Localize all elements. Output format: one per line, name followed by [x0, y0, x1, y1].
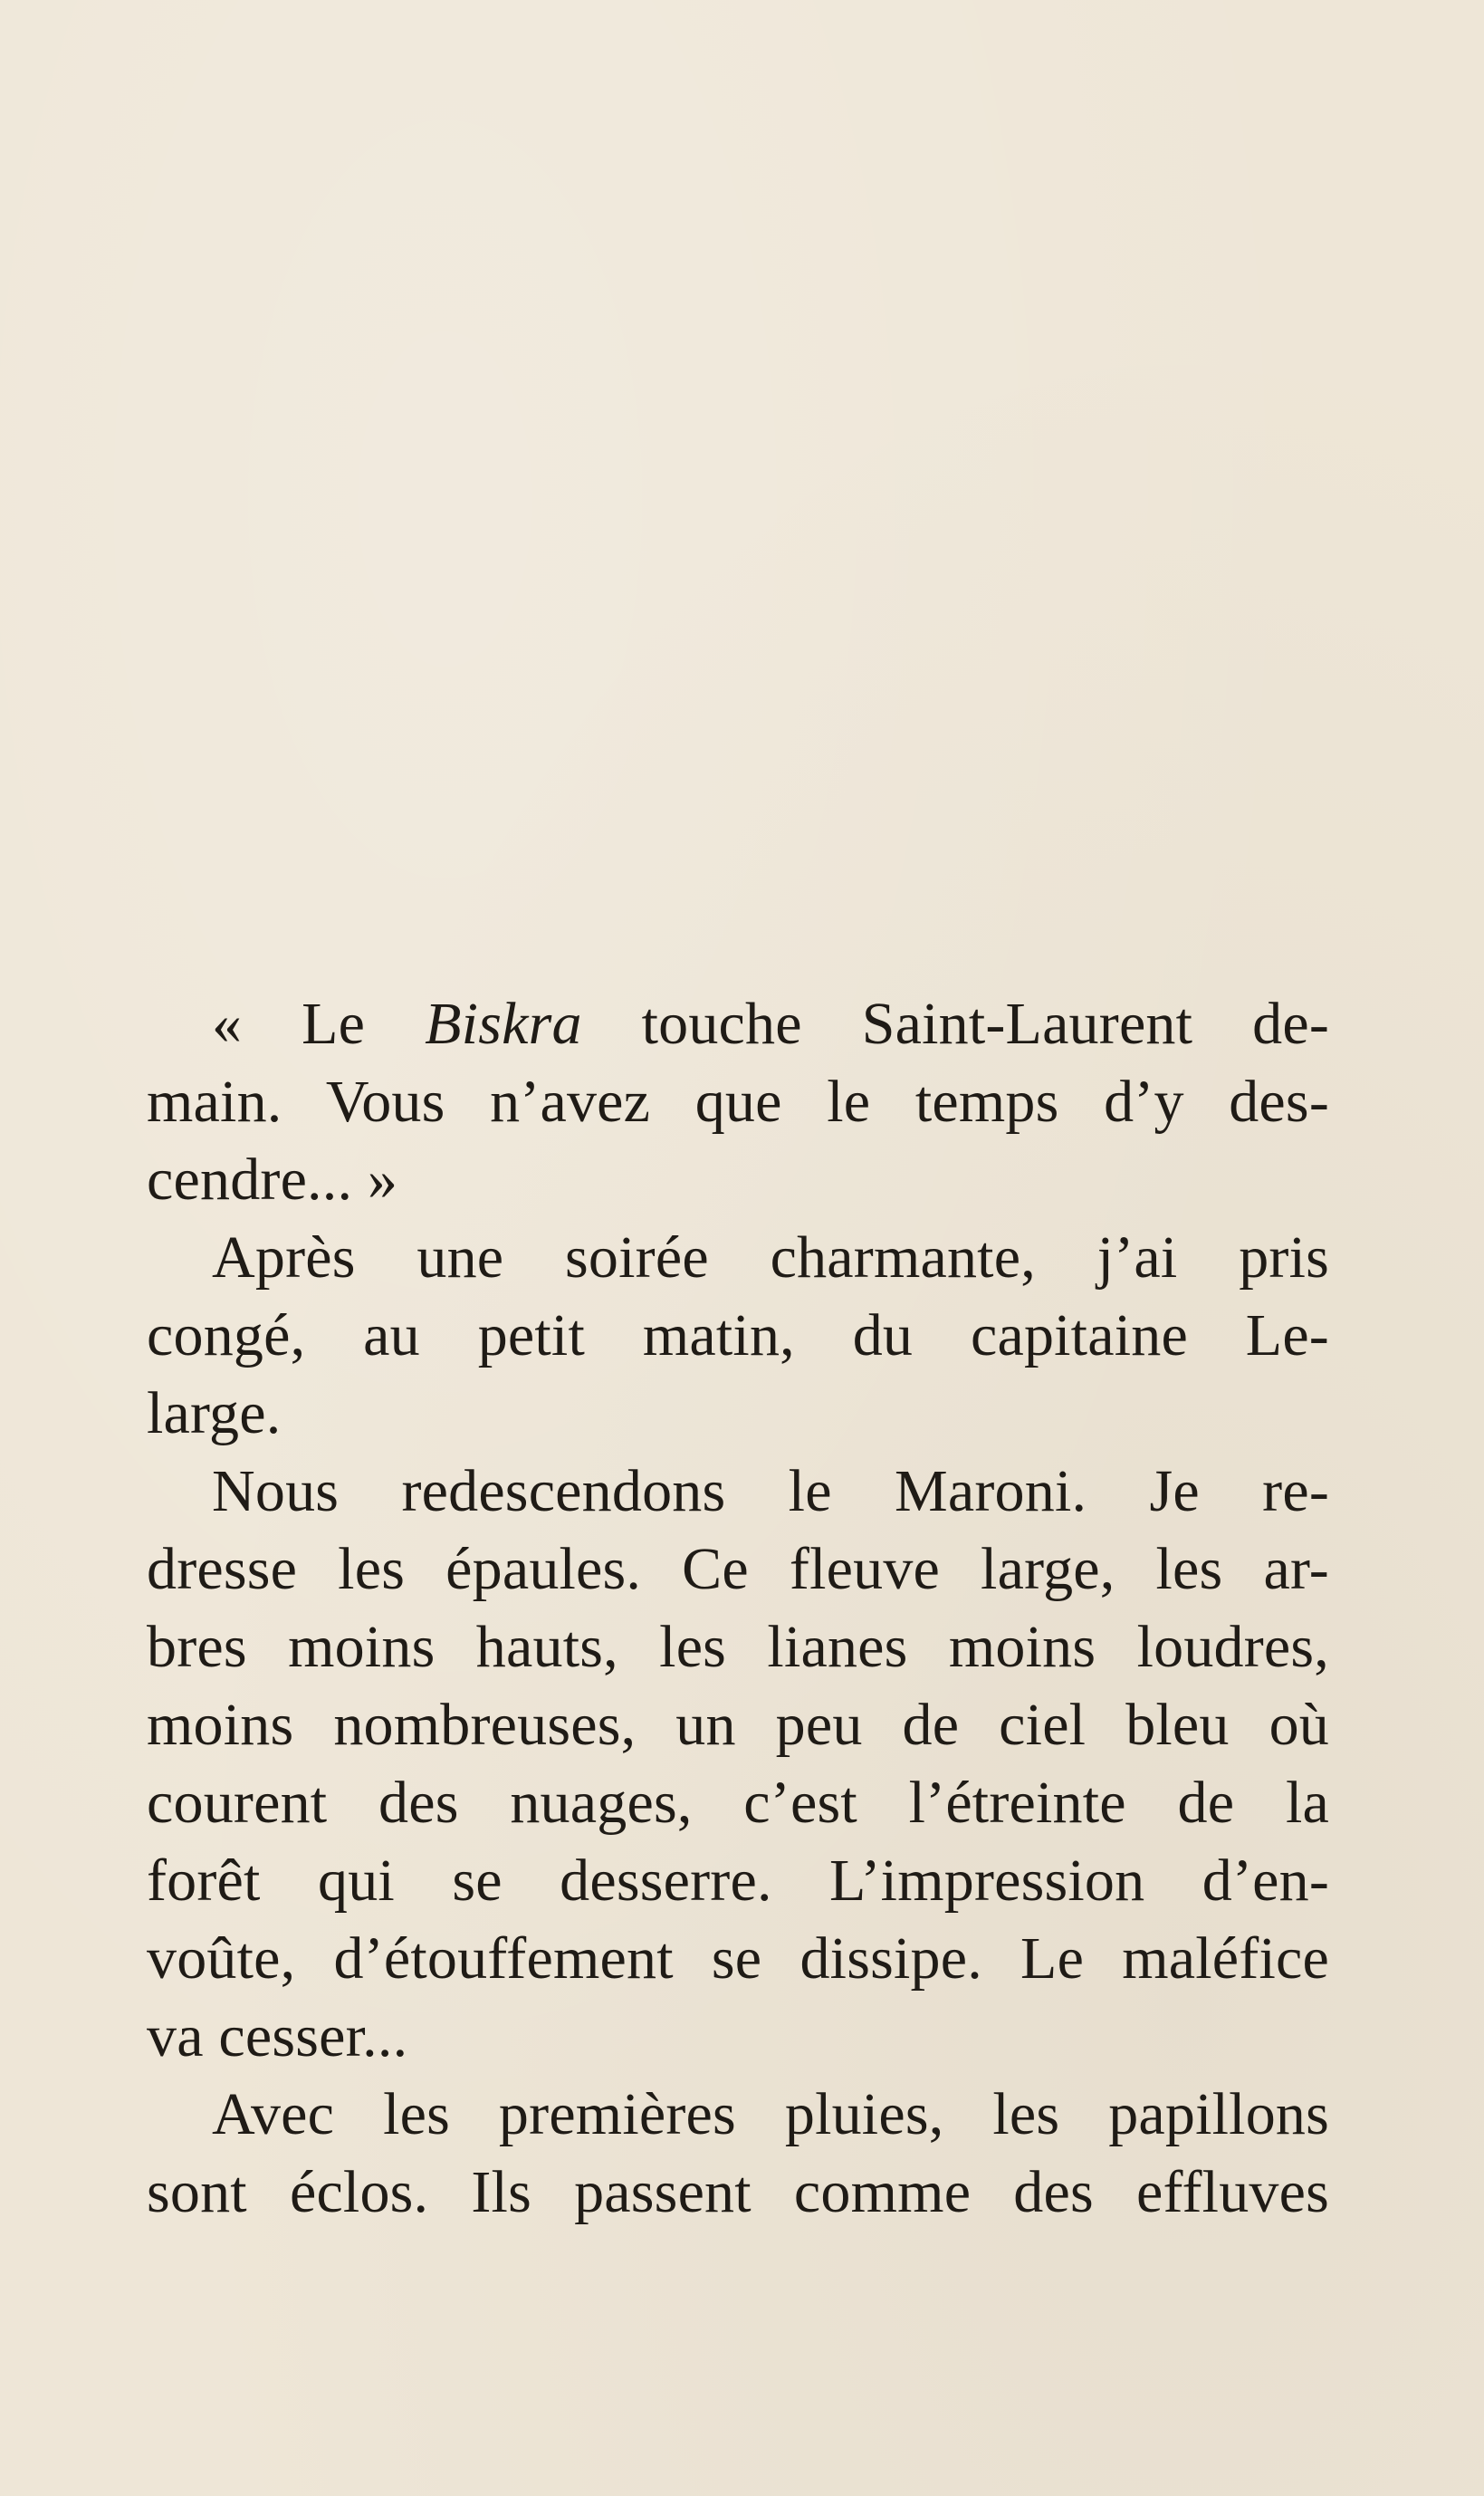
- text-line: main. Vous n’avez que le temps d’y des-: [147, 1069, 1329, 1135]
- text-line: large.: [147, 1380, 282, 1446]
- text-line: bres moins hauts, les lianes moins loudres,: [147, 1614, 1329, 1680]
- text-line: cendre... »: [147, 1147, 398, 1213]
- text-line: moins nombreuses, un peu de ciel bleu où: [147, 1692, 1329, 1758]
- text-line: Après une soirée charmante, j’ai pris: [212, 1224, 1329, 1291]
- text-fragment: touche Saint-Laurent de-: [581, 991, 1330, 1057]
- text-fragment: « Le: [212, 991, 426, 1057]
- text-line: voûte, d’étouffement se dissipe. Le maléfice: [147, 1925, 1329, 1992]
- text-line: dresse les épaules. Ce fleuve large, les ar-: [147, 1536, 1329, 1602]
- text-line: [147, 985, 1329, 1063]
- text-line: va cesser...: [147, 2003, 408, 2069]
- text-line: courent des nuages, c’est l’étreinte de la: [147, 1770, 1329, 1836]
- text-line: Nous redescendons le Maroni. Je re-: [212, 1458, 1329, 1524]
- ship-name: Biskra: [425, 991, 582, 1057]
- body-text: [147, 985, 1329, 2232]
- text-line: sont éclos. Ils passent comme des effluves: [147, 2159, 1329, 2225]
- text-line: Avec les premières pluies, les papillons: [212, 2081, 1329, 2147]
- text-line: congé, au petit matin, du capitaine Le-: [147, 1302, 1329, 1368]
- text-line: forêt qui se desserre. L’impression d’en-: [147, 1848, 1329, 1914]
